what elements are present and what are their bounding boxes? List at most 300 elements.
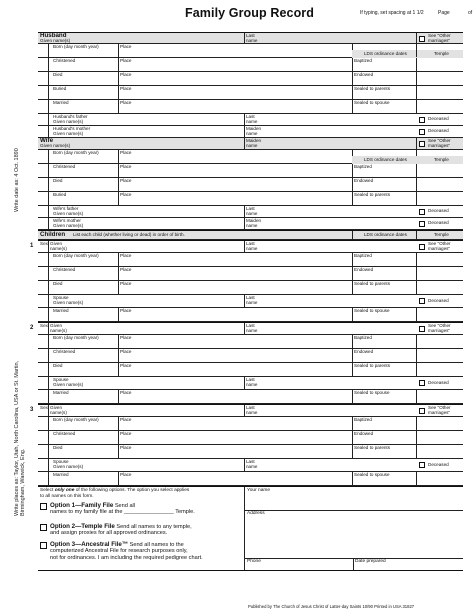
place-divider <box>118 363 119 376</box>
temple-divider <box>416 308 417 321</box>
wife-father-deceased-checkbox[interactable] <box>419 209 425 215</box>
see-divider <box>416 138 417 149</box>
place-divider <box>118 417 119 430</box>
last-name-label: name <box>246 382 258 387</box>
place-divider <box>118 281 119 294</box>
child-2-christened-event-row <box>38 349 463 363</box>
lds-divider <box>352 100 353 113</box>
temple-divider <box>416 178 417 191</box>
indent-divider <box>48 459 49 471</box>
husband-father-deceased-checkbox[interactable] <box>419 117 425 123</box>
event-label: Born (day month year) <box>53 253 99 258</box>
indent-divider <box>48 178 49 191</box>
wife-christened-event-row <box>38 164 463 178</box>
place-label: Place <box>120 253 132 258</box>
indent-divider <box>48 445 49 458</box>
last-name-label: name <box>246 222 258 228</box>
temple-divider <box>416 390 417 403</box>
husband-name-row <box>38 32 463 44</box>
indent-divider <box>48 218 49 229</box>
place-label: Place <box>120 44 132 49</box>
place-label: Place <box>120 100 132 105</box>
husband-other-marriages-checkbox[interactable] <box>419 36 425 42</box>
see-other-label: See "Other <box>428 241 451 246</box>
see-divider <box>416 33 417 43</box>
last-name-divider <box>244 459 245 471</box>
last-name-divider <box>244 126 245 137</box>
indent-divider <box>48 126 49 137</box>
lds-divider <box>352 72 353 85</box>
last-name-label: Last <box>246 405 255 410</box>
parent-label: Wife's mother <box>53 217 81 223</box>
parent-label: Given name(s) <box>53 210 84 216</box>
place-divider <box>118 253 119 266</box>
husband-mother-deceased-checkbox[interactable] <box>419 129 425 135</box>
deceased-label: Deceased <box>428 380 449 385</box>
wife-other-marriages-checkbox[interactable] <box>419 141 425 147</box>
last-name-divider <box>244 323 245 334</box>
temple-header-label: Temple <box>434 50 449 56</box>
sex-label: Sex <box>40 405 48 410</box>
deceased-label: Deceased <box>428 128 449 133</box>
parent-label: Husband's father <box>53 113 88 119</box>
label: and assign proxies for all approved ordinances. <box>50 530 168 537</box>
temple-divider <box>416 335 417 348</box>
deceased-label: Deceased <box>428 298 449 303</box>
ordinance-label: Endowed <box>354 349 374 354</box>
wife-name-row <box>38 138 463 150</box>
event-label: Died <box>53 72 63 77</box>
ordinance-label: Endowed <box>354 72 374 77</box>
given-names-label: Given name(s) <box>40 143 71 148</box>
last-name-label: Last <box>246 205 255 211</box>
sex-divider <box>48 405 49 416</box>
indent-divider <box>48 164 49 177</box>
temple-divider <box>416 349 417 362</box>
see-other-label: See "Other <box>428 323 451 328</box>
child-1-christened-event-row <box>38 267 463 281</box>
spouse-label: Spouse <box>53 377 69 382</box>
place-divider <box>118 445 119 458</box>
label: names to my family file at the ________________ Temple. <box>50 509 195 516</box>
place-divider <box>118 86 119 99</box>
child-number: 1 <box>30 243 34 249</box>
last-name-divider <box>244 33 245 43</box>
options-section <box>38 486 463 571</box>
lds-divider <box>352 253 353 266</box>
last-name-divider <box>244 295 245 307</box>
indent-divider <box>48 114 49 125</box>
ordinance-label: Sealed to spouse <box>354 308 390 313</box>
see-other-label: marriages" <box>428 142 451 148</box>
of-label: of <box>468 10 473 16</box>
parent-label: Given name(s) <box>53 222 84 228</box>
place-label: Place <box>120 349 132 354</box>
lds-divider <box>352 472 353 485</box>
child-1-married-event-row <box>38 308 463 322</box>
indent-divider <box>48 472 49 485</box>
event-label: Married <box>53 308 69 313</box>
place-label: Place <box>120 445 132 450</box>
given-names-label: Given name(s) <box>40 38 71 43</box>
child-2-other-marriages-checkbox[interactable] <box>419 326 425 332</box>
place-label: Place <box>120 281 132 286</box>
child-1-died-event-row <box>38 281 463 295</box>
lds-divider <box>352 390 353 403</box>
spouse-label: Given name(s) <box>53 382 84 387</box>
lds-divider <box>352 267 353 280</box>
see-other-label: marriages" <box>428 410 451 415</box>
child-1-spouse-row <box>38 295 463 308</box>
lds-header-label: LDS ordinance dates <box>364 156 407 162</box>
deceased-label: Deceased <box>428 220 449 225</box>
last-name-label: name <box>246 37 258 43</box>
indent-divider <box>48 281 49 294</box>
last-name-label: Maiden <box>246 125 262 131</box>
temple-divider <box>416 281 417 294</box>
temple-header-label: Temple <box>434 156 449 162</box>
wife-heading: Wife <box>40 136 54 144</box>
child-1-name-row <box>30 240 463 253</box>
child-2-spouse-deceased-checkbox[interactable] <box>419 380 425 386</box>
place-divider <box>118 335 119 348</box>
husband-mother-parent-row <box>38 126 463 138</box>
ordinance-label: Sealed to parents <box>354 192 391 197</box>
indent-divider <box>48 308 49 321</box>
lds-divider <box>352 349 353 362</box>
place-label: Place <box>120 192 132 197</box>
last-name-divider <box>244 377 245 389</box>
indent-divider <box>48 72 49 85</box>
event-label: Christened <box>53 164 76 169</box>
lds-divider <box>352 417 353 430</box>
lds-divider <box>352 178 353 191</box>
given-label: name(s) <box>50 328 67 333</box>
last-name-label: Last <box>246 323 255 328</box>
temple-header-label: Temple <box>434 232 449 237</box>
spouse-label: Spouse <box>53 295 69 300</box>
lds-divider <box>352 363 353 376</box>
indent-divider <box>48 267 49 280</box>
indent-divider <box>48 100 49 113</box>
husband-buried-event-row <box>38 86 463 100</box>
last-name-label: name <box>246 328 258 333</box>
your-name-label: Your name <box>247 488 271 493</box>
husband-father-parent-row <box>38 114 463 126</box>
date-divider <box>353 558 354 570</box>
child-3-married-event-row <box>38 472 463 486</box>
see-other-label: marriages" <box>428 246 451 251</box>
place-label: Place <box>120 308 132 313</box>
husband-married-event-row <box>38 100 463 114</box>
indent-divider <box>48 363 49 376</box>
place-divider <box>118 192 119 205</box>
temple-divider <box>416 267 417 280</box>
indent-divider <box>48 253 49 266</box>
indent-divider <box>48 86 49 99</box>
sex-divider <box>48 241 49 252</box>
temple-divider <box>416 231 417 239</box>
maiden-name-divider <box>244 138 245 149</box>
option-3-text <box>50 541 240 561</box>
ordinance-label: Sealed to parents <box>354 445 391 450</box>
lds-divider <box>352 58 353 71</box>
last-name-divider <box>244 405 245 416</box>
children-instruction: List each child (whether living or dead) in order of birth. <box>73 232 185 237</box>
ordinance-label: Endowed <box>354 431 374 436</box>
option-2-title: Option 2—Temple File <box>50 523 115 530</box>
ordinance-label: Sealed to spouse <box>354 390 390 395</box>
last-name-label: Last <box>246 459 255 464</box>
indent-divider <box>48 349 49 362</box>
lds-divider <box>352 308 353 321</box>
see-other-label: marriages" <box>428 328 451 333</box>
label: Select <box>40 488 54 493</box>
indent-divider <box>48 206 49 217</box>
parent-label: Wife's father <box>53 205 79 211</box>
form-title: Family Group Record <box>185 6 315 20</box>
event-label: Died <box>53 178 63 183</box>
temple-divider <box>416 44 417 57</box>
form-header <box>38 6 473 32</box>
temple-divider <box>416 253 417 266</box>
child-2-married-event-row <box>38 390 463 404</box>
deceased-label: Deceased <box>428 116 449 121</box>
wife-born-event-row <box>38 150 463 164</box>
lds-header-label: LDS ordinance dates <box>364 232 407 237</box>
temple-divider <box>416 86 417 99</box>
husband-died-event-row <box>38 72 463 86</box>
see-other-label: See "Other <box>428 405 451 410</box>
last-name-divider <box>244 206 245 217</box>
ordinance-label: Endowed <box>354 178 374 183</box>
child-3-name-row <box>30 404 463 417</box>
indent-divider <box>48 390 49 403</box>
maiden-name-label: Maiden <box>246 137 262 143</box>
last-name-divider <box>244 218 245 229</box>
ordinance-label: Sealed to parents <box>354 281 391 286</box>
option-1-text <box>50 502 240 516</box>
label: Send all names to the <box>129 542 184 548</box>
child-2-spouse-row <box>38 377 463 390</box>
address-label: Address <box>247 511 265 516</box>
given-label: Given <box>50 241 63 246</box>
event-label: Born (day month year) <box>53 44 99 49</box>
event-label: Christened <box>53 267 76 272</box>
page-label: Page <box>438 10 450 16</box>
ordinance-label: Sealed to spouse <box>354 100 390 105</box>
lds-divider <box>352 445 353 458</box>
ordinance-label: Sealed to parents <box>354 363 391 368</box>
place-label: Place <box>120 335 132 340</box>
last-name-label: Last <box>246 32 255 38</box>
place-label: Place <box>120 150 132 155</box>
option-1-checkbox[interactable] <box>40 503 47 510</box>
deceased-label: Deceased <box>428 462 449 467</box>
given-label: name(s) <box>50 410 67 415</box>
address-divider <box>245 510 463 511</box>
event-label: Died <box>53 363 63 368</box>
last-name-divider <box>244 241 245 252</box>
child-3-christened-event-row <box>38 431 463 445</box>
event-label: Buried <box>53 86 67 91</box>
last-name-label: Last <box>246 113 255 119</box>
event-label: Buried <box>53 192 67 197</box>
place-label: Place <box>120 86 132 91</box>
option-3-checkbox[interactable] <box>40 542 47 549</box>
sex-label: Sex <box>40 241 48 246</box>
family-group-form <box>30 31 463 571</box>
ordinance-label: Baptized <box>354 335 372 340</box>
event-label: Died <box>53 445 63 450</box>
see-other-label: marriages" <box>428 37 451 43</box>
wife-father-parent-row <box>38 206 463 218</box>
child-1-born-event-row <box>38 253 463 267</box>
spouse-label: Given name(s) <box>53 300 84 305</box>
write-date-note: Write date as: 4 Oct. 1890 <box>14 148 20 212</box>
child-3-spouse-deceased-checkbox[interactable] <box>419 462 425 468</box>
indent-divider <box>48 431 49 444</box>
child-2-born-event-row <box>38 335 463 349</box>
spouse-label: Given name(s) <box>53 464 84 469</box>
options-instruction <box>40 488 240 499</box>
lds-divider <box>352 86 353 99</box>
place-label: Place <box>120 72 132 77</box>
label: to all names on this form. <box>40 493 94 499</box>
last-name-label: name <box>246 210 258 216</box>
temple-divider <box>416 58 417 71</box>
parent-label: Husband's mother <box>53 125 91 131</box>
last-name-label: Last <box>246 295 255 300</box>
place-divider <box>118 472 119 485</box>
temple-divider <box>416 164 417 177</box>
ordinance-label: Sealed to spouse <box>354 472 390 477</box>
place-divider <box>118 72 119 85</box>
place-divider <box>118 390 119 403</box>
option-3-title: Option 3—Ancestral File™ <box>50 541 129 548</box>
given-label: name(s) <box>50 246 67 251</box>
see-other-label: See "Other <box>428 137 451 143</box>
wife-died-event-row <box>38 178 463 192</box>
parent-label: Given name(s) <box>53 130 84 136</box>
temple-divider <box>416 72 417 85</box>
indent-divider <box>48 335 49 348</box>
parent-label: Given name(s) <box>53 118 84 124</box>
phone-divider <box>245 558 463 559</box>
temple-divider <box>416 363 417 376</box>
indent-divider <box>48 295 49 307</box>
husband-born-event-row <box>38 44 463 58</box>
event-label: Born (day month year) <box>53 335 99 340</box>
label: of the following options. The option you select applies <box>75 488 190 493</box>
temple-divider <box>416 100 417 113</box>
last-name-label: name <box>246 118 258 124</box>
ordinance-label: Endowed <box>354 267 374 272</box>
label: only one <box>54 488 75 493</box>
indent-divider <box>48 377 49 389</box>
place-divider <box>118 44 119 57</box>
wife-buried-event-row <box>38 192 463 206</box>
label: Send all names to any temple, <box>116 524 192 530</box>
spouse-label: Spouse <box>53 459 69 464</box>
temple-divider <box>416 192 417 205</box>
sex-label: Sex <box>40 323 48 328</box>
see-other-label: See "Other <box>428 32 451 38</box>
ordinance-label: Sealed to parents <box>354 86 391 91</box>
child-3-other-marriages-checkbox[interactable] <box>419 408 425 414</box>
wife-mother-deceased-checkbox[interactable] <box>419 221 425 227</box>
last-name-label: Last <box>246 241 255 246</box>
date-prepared-label: Date prepared <box>355 559 386 564</box>
lds-divider <box>352 335 353 348</box>
write-places-note: Write places as: Taylor, Utah, North Carolina, USA or St. Martin, Birmingham, Warwick, Eng. <box>14 360 26 516</box>
last-name-label: name <box>246 246 258 251</box>
last-name-label: name <box>246 464 258 469</box>
child-number: 2 <box>30 325 34 331</box>
temple-divider <box>416 431 417 444</box>
ordinance-label: Baptized <box>354 417 372 422</box>
place-label: Place <box>120 390 132 395</box>
indent-divider <box>48 150 49 163</box>
event-label: Married <box>53 390 69 395</box>
temple-divider <box>416 445 417 458</box>
typing-note: If typing, set spacing at 1 1/2 <box>360 10 424 16</box>
place-label: Place <box>120 58 132 63</box>
child-2-name-row <box>30 322 463 335</box>
event-label: Christened <box>53 58 76 63</box>
option-2-text <box>50 523 240 537</box>
place-label: Place <box>120 417 132 422</box>
place-divider <box>118 100 119 113</box>
temple-divider <box>416 417 417 430</box>
husband-heading: Husband <box>40 31 67 39</box>
given-label: Given <box>50 323 63 328</box>
lds-divider <box>352 281 353 294</box>
place-label: Place <box>120 164 132 169</box>
place-divider <box>118 431 119 444</box>
place-divider <box>118 267 119 280</box>
place-label: Place <box>120 267 132 272</box>
wife-mother-parent-row <box>38 218 463 230</box>
child-number: 3 <box>30 407 34 413</box>
child-3-died-event-row <box>38 445 463 459</box>
indent-divider <box>48 417 49 430</box>
place-divider <box>118 150 119 163</box>
indent-divider <box>48 192 49 205</box>
event-label: Born (day month year) <box>53 150 99 155</box>
label: not for ordinances. I am including the required pedigree chart. <box>50 554 203 561</box>
place-label: Place <box>120 431 132 436</box>
deceased-label: Deceased <box>428 208 449 213</box>
event-label: Died <box>53 281 63 286</box>
event-label: Born (day month year) <box>53 417 99 422</box>
place-divider <box>118 178 119 191</box>
child-1-spouse-deceased-checkbox[interactable] <box>419 298 425 304</box>
last-name-label: name <box>246 300 258 305</box>
event-label: Married <box>53 100 69 105</box>
child-3-born-event-row <box>38 417 463 431</box>
option-2-checkbox[interactable] <box>40 524 47 531</box>
child-1-other-marriages-checkbox[interactable] <box>419 244 425 250</box>
place-label: Place <box>120 178 132 183</box>
place-label: Place <box>120 472 132 477</box>
child-3-spouse-row <box>38 459 463 472</box>
lds-divider <box>352 431 353 444</box>
ordinance-label: Baptized <box>354 253 372 258</box>
last-name-label: name <box>246 130 258 136</box>
ordinance-label: Baptized <box>354 164 372 169</box>
sex-divider <box>48 323 49 334</box>
